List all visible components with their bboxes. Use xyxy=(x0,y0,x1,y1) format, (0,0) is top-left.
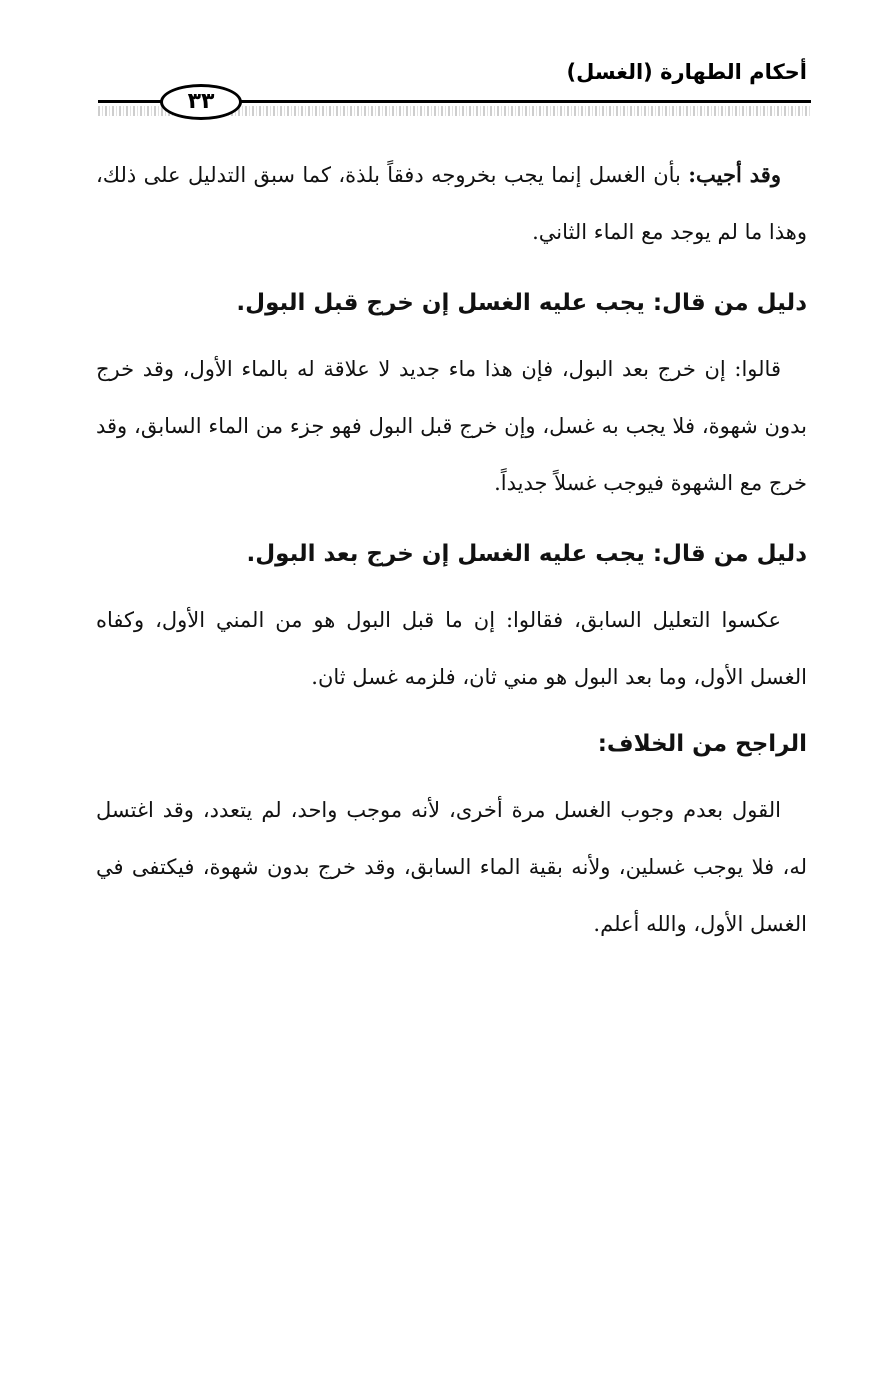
section-heading-after-urination: دليل من قال: يجب عليه الغسل إن خرج بعد البول. xyxy=(246,541,807,567)
page-body xyxy=(96,146,807,965)
paragraph-evidence-after: عكسوا التعليل السابق، فقالوا: إن ما قبل البول هو من المني الأول، وكفاه الغسل الأول، وما بعد البول هو مني ثان، فلزمه غسل ثان. xyxy=(96,608,807,689)
paragraph-evidence-before: قالوا: إن خرج بعد البول، فإن هذا ماء جديد لا علاقة له بالماء الأول، وقد خرج بدون شهوة، فلا يجب به غسل، وإن خرج قبل البول فهو جزء من الماء السابق، وقد خرج مع الشهوة فيوجب غسلاً جديداً. xyxy=(96,357,807,495)
section-heading-before-urination: دليل من قال: يجب عليه الغسل إن خرج قبل البول. xyxy=(236,290,807,316)
section-heading-preponderant: الراجح من الخلاف: xyxy=(597,731,807,757)
page-number-oval xyxy=(160,84,242,120)
paragraph-lead: وقد أجيب: xyxy=(688,162,781,187)
paragraph-answer xyxy=(96,146,807,261)
running-title: أحكام الطهارة (الغسل) xyxy=(566,60,807,84)
page-number: ٣٣ xyxy=(187,89,215,114)
paragraph-preponderant: القول بعدم وجوب الغسل مرة أخرى، لأنه موجب واحد، لم يتعدد، وقد اغتسل له، فلا يوجب غسلين، ولأنه بقية الماء السابق، وقد خرج بدون شهوة، فيكتفى في الغسل الأول، والله أعلم. xyxy=(96,798,807,936)
paragraph-text: بأن الغسل إنما يجب بخروجه دفقاً بلذة، كما سبق التدليل على ذلك، وهذا ما لم يوجد مع الماء الثاني. xyxy=(96,163,807,244)
